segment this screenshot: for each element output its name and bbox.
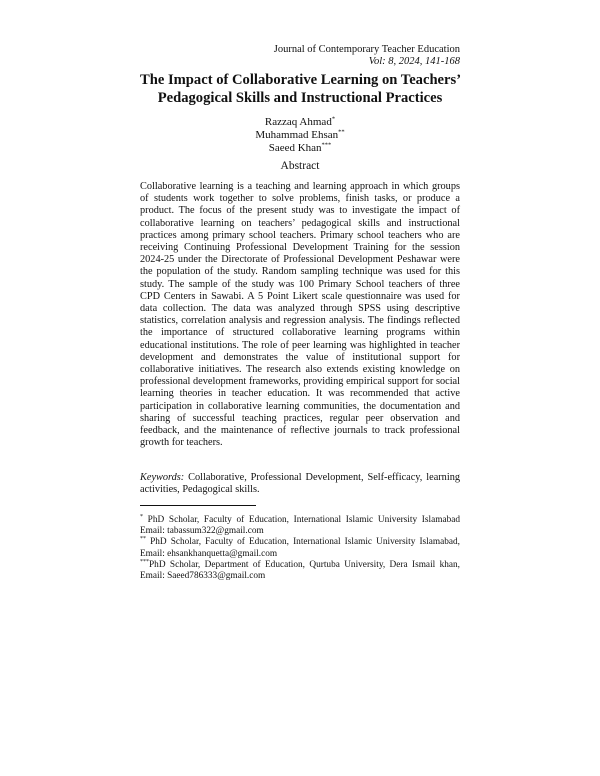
footnote-1 <box>140 515 460 537</box>
footnote-text: PhD Scholar, Faculty of Education, International Islamic University Islamabad Email: tabassum322@gmail.com <box>140 515 460 537</box>
author-name: Muhammad Ehsan <box>255 129 339 141</box>
footnote-divider <box>140 505 256 506</box>
paper-title <box>140 72 460 107</box>
journal-volume: Vol: 8, 2024, 141-168 <box>368 56 460 67</box>
abstract-text: Collaborative learning is a teaching and learning approach in which groups of students work together to solve problems, finish tasks, or produce a product. The focus of the present study was to investigate the impact of collaborative learning on teachers’ pedagogical skills and instructional practices among primary school teachers. Primary school teachers who are receiving Continuing Professional Development Training for the session 2024-25 under the Directorate of Professional Development Peshawar were the population of the study. Random sampling technique was used for this study. The sample of the study was 100 Primary School teachers of three CPD Centers in Sawabi. A 5 Point Likert scale questionnaire was used for data collection. The data was analyzed through SPSS using descriptive statistics, correlation analysis and regression analysis. The findings reflected the importance of structured collaborative learning programs within educational institutions. The role of peer learning was highlighted in teacher development and demonstrates the value of institutional support for collaborative initiatives. The research also extends existing knowledge on professional development frameworks, providing empirical support for social learning theories in teacher education. It was recommended that active participation in collaborative learning communities, the documentation and sharing of successful teaching practices, regular peer observation and feedback, and the maintenance of reflective journals to track professional growth for teachers. <box>140 181 460 449</box>
author-2 <box>140 129 460 142</box>
footnote-marker: *** <box>140 558 149 565</box>
author-3 <box>140 142 460 155</box>
footnote-marker: * <box>140 513 143 520</box>
footnote-text: PhD Scholar, Faculty of Education, International Islamic University Islamabad, Email: ehsankhanquetta@gmail.com <box>140 537 460 559</box>
author-name: Razzaq Ahmad <box>264 116 332 128</box>
keywords <box>140 472 460 496</box>
footnotes <box>140 515 460 582</box>
keywords-text: Collaborative, Professional Development, Self-efficacy, learning activities, Pedagogical skills. <box>140 472 460 496</box>
footnote-text: PhD Scholar, Department of Education, Qurtuba University, Dera Ismail khan, Email: Saeed786333@gmail.com <box>140 559 460 582</box>
footnote-3 <box>140 560 460 582</box>
abstract-heading: Abstract <box>280 160 320 172</box>
author-marker: ** <box>338 128 345 136</box>
paper-title-line-2: Pedagogical Skills and Instructional Practices <box>157 89 443 106</box>
footnote-marker: ** <box>140 536 146 543</box>
keywords-label: Keywords: <box>140 472 185 483</box>
author-name: Saeed Khan <box>268 142 322 154</box>
journal-name: Journal of Contemporary Teacher Education <box>273 44 460 55</box>
author-1 <box>140 116 460 129</box>
author-marker: * <box>331 115 336 123</box>
author-marker: *** <box>321 141 332 149</box>
journal-header <box>274 44 460 68</box>
author-list <box>140 116 460 155</box>
footnote-2 <box>140 537 460 559</box>
paper-title-line-1: The Impact of Collaborative Learning on Teachers’ <box>140 72 462 88</box>
